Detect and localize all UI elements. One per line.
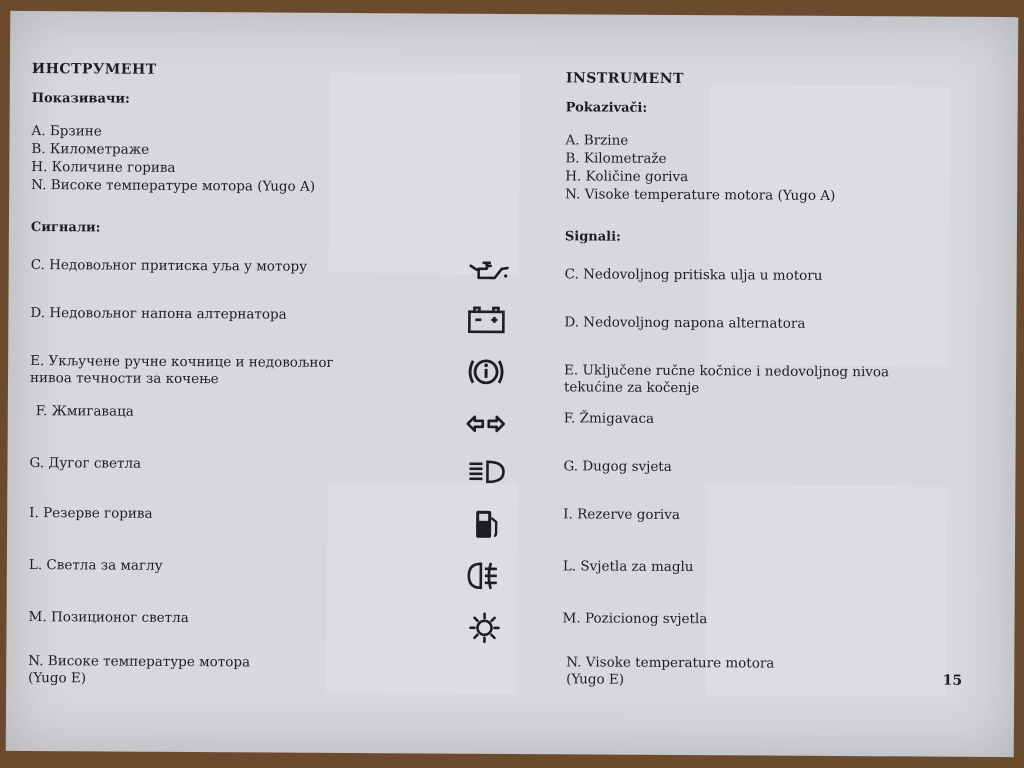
position-light-icon bbox=[462, 610, 506, 646]
signal-item-e: E. Uključene ručne kočnice i nedovoljnog nivoa tekućine za kočenje bbox=[563, 362, 890, 397]
signal-item-m: M. Pozicionog svjetla bbox=[562, 610, 708, 628]
signal-item-l: L. Светла за маглу bbox=[28, 557, 163, 574]
indicators-heading: Показивачи: bbox=[31, 91, 130, 107]
signal-item-c: C. Nedovoljnog pritiska ulja u motoru bbox=[564, 266, 823, 284]
indicators-heading: Pokazivači: bbox=[565, 100, 648, 116]
section-title: INSTRUMENT bbox=[565, 70, 685, 88]
signal-item-f: F. Жмигаваца bbox=[35, 403, 134, 420]
list-item: B. Километраже bbox=[31, 141, 150, 158]
signal-item-d: D. Nedovoljnog napona alternatora bbox=[564, 314, 806, 332]
fuel-icon bbox=[463, 506, 507, 542]
latin-column bbox=[565, 70, 966, 262]
signals-heading: Signali: bbox=[564, 229, 621, 245]
signal-item-d: D. Недовољног напона алтернатора bbox=[30, 305, 287, 323]
list-item: A. Брзине bbox=[31, 123, 102, 140]
list-item: H. Količine goriva bbox=[565, 168, 689, 186]
list-item: N. Високе температуре мотора (Yugo A) bbox=[31, 177, 316, 195]
signal-item-i: I. Rezerve goriva bbox=[563, 506, 681, 524]
signal-item-l: L. Svjetla za maglu bbox=[562, 558, 694, 576]
section-title: ИНСТРУМЕНТ bbox=[31, 61, 157, 78]
manual-page bbox=[6, 11, 1019, 757]
signal-item-i: I. Резерве горива bbox=[29, 505, 153, 522]
signal-item-e: E. Укључене ручне кочнице и недовољног нивоа течности за кочење bbox=[29, 353, 334, 388]
indicators-list bbox=[31, 122, 471, 197]
signals-heading: Сигнали: bbox=[30, 220, 101, 236]
list-item: A. Brzine bbox=[565, 132, 629, 149]
list-item: B. Kilometraže bbox=[565, 150, 667, 167]
brake-warning-icon bbox=[464, 354, 508, 390]
signal-item-n: N. Visoke temperature motora (Yugo E) bbox=[566, 654, 775, 688]
signal-item-g: G. Dugog svjeta bbox=[563, 458, 672, 475]
oil-pressure-icon bbox=[465, 254, 509, 290]
list-item: N. Visoke temperature motora (Yugo A) bbox=[565, 186, 836, 204]
high-beam-icon bbox=[463, 454, 507, 490]
battery-icon bbox=[464, 302, 508, 338]
signal-item-c: C. Недовољног притиска уља у мотору bbox=[30, 257, 308, 275]
page-number: 15 bbox=[942, 672, 963, 689]
turn-signal-icon bbox=[464, 406, 508, 442]
indicators-list bbox=[565, 131, 965, 205]
fog-light-icon bbox=[463, 558, 507, 594]
cyrillic-column bbox=[31, 61, 472, 254]
signal-item-f: F. Žmigavaca bbox=[563, 410, 655, 427]
signal-item-m: M. Позиционог светла bbox=[28, 609, 189, 627]
signal-item-g: G. Дугог светла bbox=[29, 455, 142, 472]
list-item: H. Количине горива bbox=[31, 159, 176, 176]
signal-item-n: N. Високе температуре мотора (Yugo E) bbox=[28, 653, 251, 687]
